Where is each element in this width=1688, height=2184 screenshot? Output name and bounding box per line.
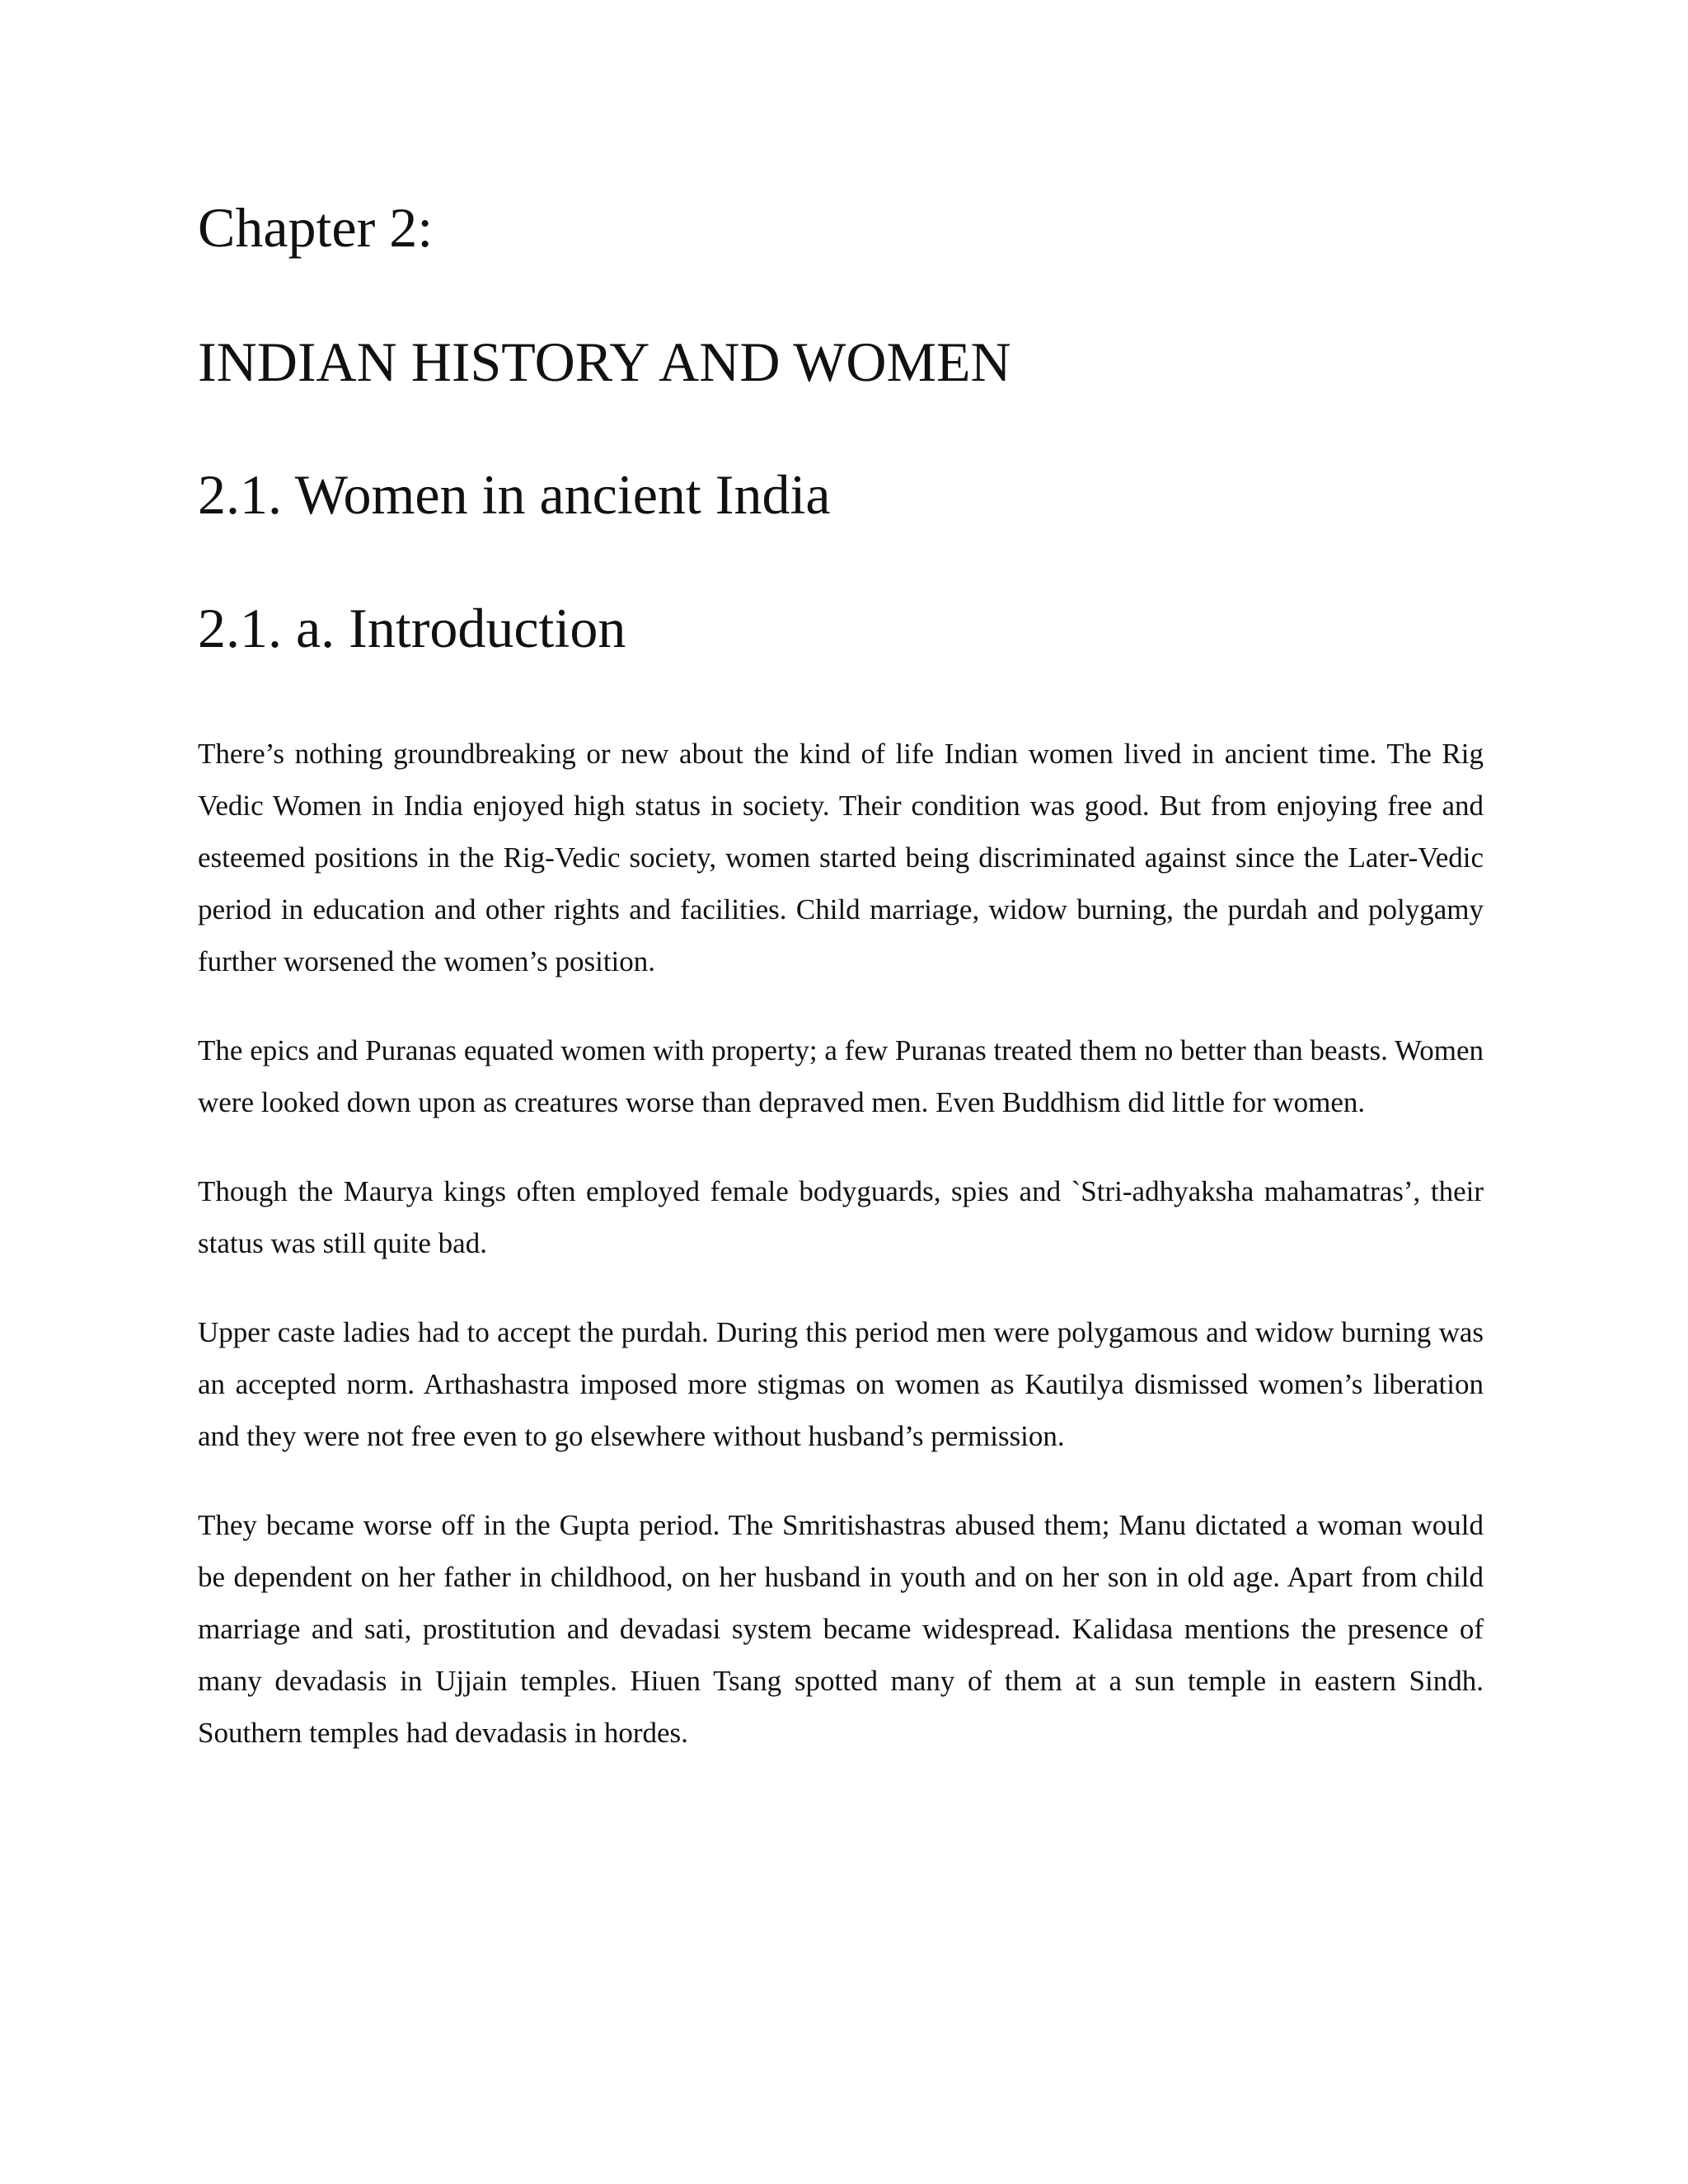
paragraph-5: They became worse off in the Gupta period. The Smritishastras abused them; Manu dictated a woman would be dependent on her father in childhood, on her husband in youth and on her son in old age. Apart from child marriage and sati, prostitution and devadasi system became widespread. Kalidasa mentions the presence of many devadasis in Ujjain temples. Hiuen Tsang spotted many of them at a sun temple in eastern Sindh. Southern temples had devadasis in hordes. (198, 1509, 1484, 1749)
paragraph-1: There’s nothing groundbreaking or new about the kind of life Indian women lived in ancient time. The Rig Vedic Women in India enjoyed high status in society. Their condition was good. But from enjoying free and esteemed positions in the Rig-Vedic society, women started being discriminated against since the Later-Vedic period in education and other rights and facilities. Child marriage, widow burning, the purdah and polygamy further worsened the women’s position. (198, 738, 1484, 977)
chapter-title: INDIAN HISTORY AND WOMEN (198, 330, 1011, 393)
paragraph-3: Though the Maurya kings often employed female bodyguards, spies and `Stri-adhyaksha mahamatras’, their status was still quite bad. (198, 1175, 1484, 1259)
section-heading: 2.1. Women in ancient India (198, 463, 831, 526)
chapter-label: Chapter 2: (198, 196, 434, 259)
paragraph-4: Upper caste ladies had to accept the purdah. During this period men were polygamous and widow burning was an accepted norm. Arthashastra imposed more stigmas on women as Kautilya dismissed women’s liberation and they were not free even to go elsewhere without husband’s permission. (198, 1316, 1484, 1452)
body-text (198, 728, 1484, 1796)
subsection-heading: 2.1. a. Introduction (198, 597, 626, 659)
paragraph-2: The epics and Puranas equated women with property; a few Puranas treated them no better than beasts. Women were looked down upon as creatures worse than depraved men. Even Buddhism did little for women. (198, 1034, 1484, 1118)
